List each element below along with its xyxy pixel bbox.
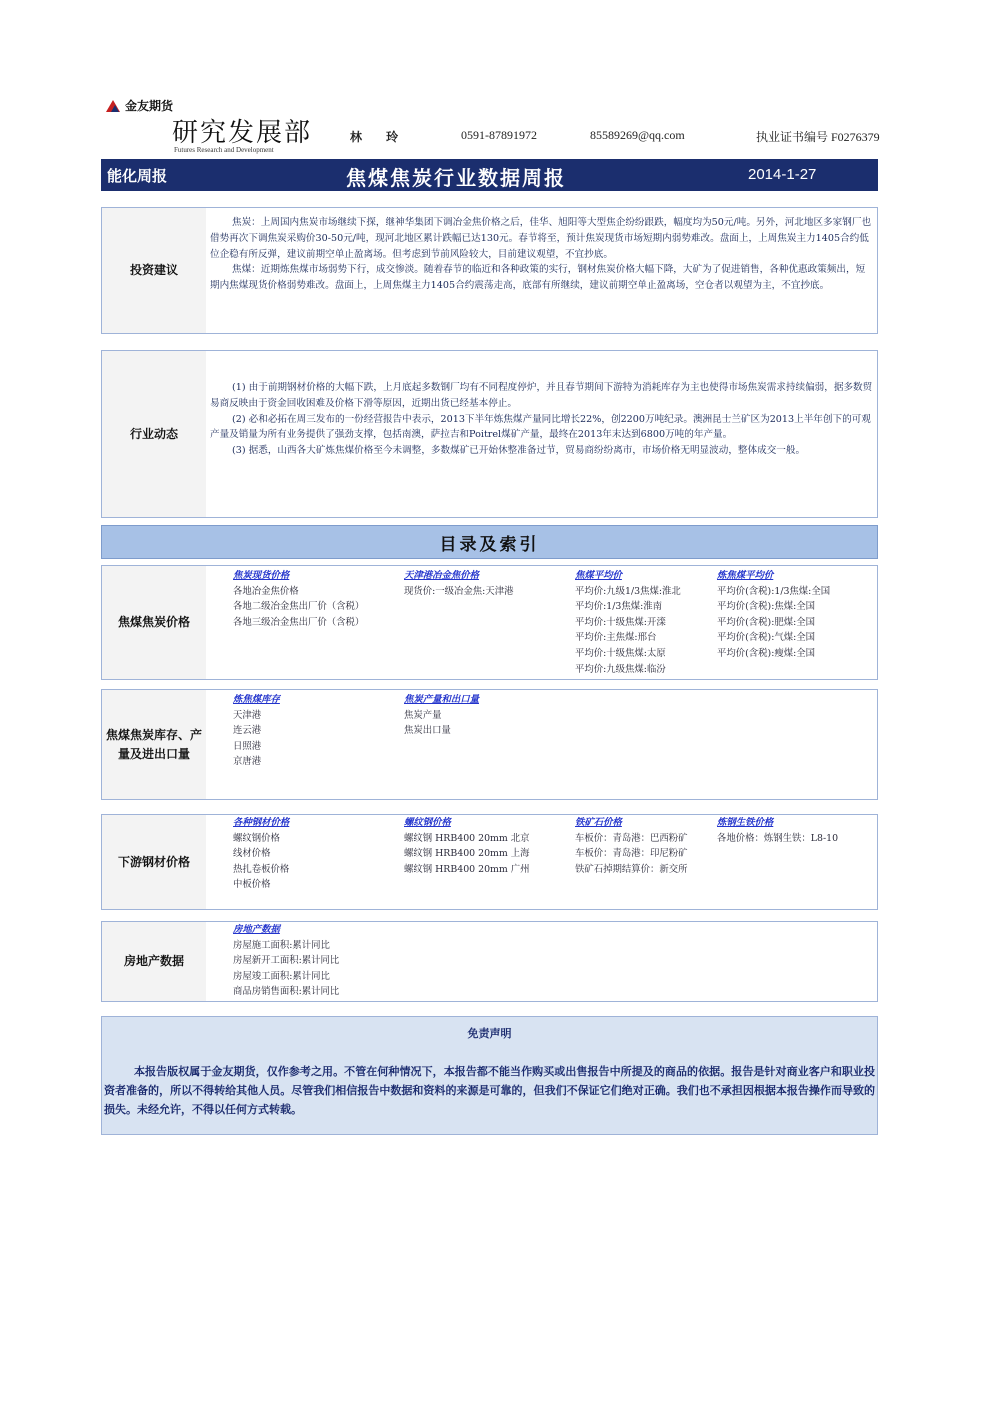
analyst-phone: 0591-87891972 xyxy=(461,128,537,142)
index-column xyxy=(575,568,681,677)
index-item[interactable]: 平均价:九级1/3焦煤:淮北 xyxy=(575,585,681,597)
index-column xyxy=(233,922,339,1000)
index-link[interactable]: 房地产数据 xyxy=(233,924,280,935)
section-label: 焦煤焦炭库存、产量及进出口量 xyxy=(102,690,206,799)
index-link[interactable]: 炼焦煤库存 xyxy=(233,694,280,705)
index-item[interactable]: 商品房销售面积:累计同比 xyxy=(233,986,340,998)
section-label: 房地产数据 xyxy=(102,922,206,1001)
section-label: 下游钢材价格 xyxy=(102,815,206,909)
index-item[interactable]: 平均价(含税):气煤:全国 xyxy=(717,632,816,644)
index-item[interactable]: 平均价:1/3焦煤:淮南 xyxy=(575,601,663,613)
index-item[interactable]: 房屋竣工面积:累计同比 xyxy=(233,970,330,982)
index-item[interactable]: 螺纹钢 HRB400 20mm 上海 xyxy=(404,848,530,860)
department-block xyxy=(172,118,312,154)
index-item[interactable]: 各地三级冶金焦出厂价（含税） xyxy=(233,616,365,628)
index-item[interactable]: 连云港 xyxy=(233,725,262,737)
index-item[interactable]: 京唐港 xyxy=(233,756,262,768)
index-item[interactable]: 房屋施工面积:累计同比 xyxy=(233,939,330,951)
index-item[interactable]: 房屋新开工面积:累计同比 xyxy=(233,955,340,967)
index-item[interactable]: 平均价:十级焦煤:开滦 xyxy=(575,616,666,628)
index-item[interactable]: 热扎卷板价格 xyxy=(233,863,290,875)
section-label: 焦煤焦炭价格 xyxy=(102,566,206,679)
index-item[interactable]: 平均价(含税):瘦煤:全国 xyxy=(717,647,816,659)
index-link[interactable]: 焦炭现货价格 xyxy=(233,570,290,581)
index-section-coke-prices xyxy=(101,565,878,680)
section-body xyxy=(210,380,873,459)
investment-advice-section xyxy=(101,207,878,334)
index-item[interactable]: 焦炭产量 xyxy=(404,709,442,721)
report-category: 能化周报 xyxy=(107,167,168,185)
index-column xyxy=(233,815,289,893)
department-subtitle: Futures Research and Development xyxy=(174,146,274,154)
index-item[interactable]: 平均价:九级焦煤:临汾 xyxy=(575,663,666,675)
index-column xyxy=(404,692,479,739)
section-label: 行业动态 xyxy=(102,351,206,517)
index-item[interactable]: 日照港 xyxy=(233,740,262,752)
analyst-name: 林 玲 xyxy=(350,130,409,144)
index-column xyxy=(233,568,364,630)
index-item[interactable]: 平均价(含税):焦煤:全国 xyxy=(717,601,816,613)
industry-news-section xyxy=(101,350,878,518)
index-item[interactable]: 天津港 xyxy=(233,709,262,721)
index-item[interactable]: 螺纹钢 HRB400 20mm 北京 xyxy=(404,832,530,844)
index-section-real-estate xyxy=(101,921,878,1002)
index-section-inventory xyxy=(101,689,878,800)
advice-paragraph: 焦炭：上周国内焦炭市场继续下探，继神华集团下调冶金焦价格之后，佳华、旭阳等大型焦企纷纷跟跌，幅度均为50元/吨。另外，河北地区多家钢厂也借势再次下调焦炭采购价30-50元/吨，现河北地区累计跌幅已达130元。春节将至，预计焦炭现货市场短期内弱势难改。盘面上，上周焦炭主力1405合约低位企稳有所反弹，建议前期空单止盈离场。但考虑到节前风险较大，目前建议观望，不宜抄底。 xyxy=(210,217,872,260)
index-column xyxy=(575,815,688,877)
disclaimer-text: 本报告版权属于金友期货，仅作参考之用。不管在何种情况下，本报告都不能当作购买或出售报告中所提及的商品的依据。报告是针对商业客户和职业投资者准备的，所以不得转给其他人员。尽管我们相信报告中数据和资料的来源是可靠的，但我们不保证它们绝对正确。我们也不承担因根据本报告操作而导致的损失。未经允许，不得以任何方式转载。 xyxy=(104,1065,875,1116)
index-column xyxy=(404,815,530,877)
advice-paragraph: 焦煤：近期炼焦煤市场弱势下行，成交惨淡。随着春节的临近和各种政策的实行，钢材焦炭价格大幅下降，大矿为了促进销售，各种优惠政策频出，短期内焦煤现货价格弱势难改。盘面上，上周焦煤主力1405合约震荡走高，底部有所继续，建议前期空单止盈离场，空仓者以观望为主，不宜抄底。 xyxy=(210,264,866,292)
company-logo xyxy=(105,96,173,114)
index-item[interactable]: 车板价：青岛港：巴西粉矿 xyxy=(575,832,688,844)
index-item[interactable]: 各地冶金焦价格 xyxy=(233,585,299,597)
index-link[interactable]: 铁矿石价格 xyxy=(575,817,622,828)
index-section-steel xyxy=(101,814,878,910)
index-link[interactable]: 焦煤平均价 xyxy=(575,570,622,581)
index-column xyxy=(717,815,838,846)
index-item[interactable]: 各地二级冶金焦出厂价（含税） xyxy=(233,601,365,613)
index-item[interactable]: 螺纹钢价格 xyxy=(233,832,280,844)
news-paragraph: (2) 必和必拓在周三发布的一份经营报告中表示，2013下半年炼焦煤产量同比增长22%，创2200万吨纪录。澳洲昆士兰矿区为2013上半年创下的可观产量及销量为所有业务提供了强劲支撑，包括南澳，萨拉吉和Poitrel煤矿产量，最终在2013年末达到6800万吨的年产量。 xyxy=(210,413,871,441)
report-title: 焦煤焦炭行业数据周报 xyxy=(346,166,566,190)
index-item[interactable]: 车板价：青岛港：印尼粉矿 xyxy=(575,848,688,860)
department-title: 研究发展部 xyxy=(172,118,313,148)
disclaimer-box xyxy=(101,1016,878,1135)
section-body xyxy=(210,215,873,294)
index-item[interactable]: 线材价格 xyxy=(233,848,271,860)
report-title-bar xyxy=(101,159,878,191)
index-link[interactable]: 焦炭产量和出口量 xyxy=(404,694,480,705)
index-item[interactable]: 铁矿石掉期结算价：新交所 xyxy=(575,863,688,875)
news-paragraph: (1) 由于前期钢材价格的大幅下跌，上月底起多数钢厂均有不同程度停炉，并且春节期间下游特为消耗库存为主也使得市场焦炭需求持续偏弱，据多数贸易商反映由于资金回收困难及价格下滑等原因，近期出货已经基本停止。 xyxy=(210,382,873,409)
index-item[interactable]: 中板价格 xyxy=(233,879,271,891)
index-column xyxy=(233,692,280,770)
logo-mountain-icon xyxy=(105,98,121,112)
index-link[interactable]: 各种钢材价格 xyxy=(233,817,290,828)
report-date: 2014-1-27 xyxy=(748,166,817,183)
index-header: 目录及索引 xyxy=(101,525,878,559)
index-item[interactable]: 平均价(含税):肥煤:全国 xyxy=(717,616,816,628)
index-link[interactable]: 炼钢生铁价格 xyxy=(717,817,774,828)
index-item[interactable]: 螺纹钢 HRB400 20mm 广州 xyxy=(404,863,530,875)
index-link[interactable]: 炼焦煤平均价 xyxy=(717,570,774,581)
index-item[interactable]: 现货价:一级冶金焦:天津港 xyxy=(404,585,514,597)
license-number: 执业证书编号 F0276379 xyxy=(756,130,880,144)
index-column xyxy=(717,568,830,662)
index-link[interactable]: 螺纹钢价格 xyxy=(404,817,451,828)
news-paragraph: (3) 据悉，山西各大矿炼焦煤价格至今未调整，多数煤矿已开始休整准备过节，贸易商纷纷离市，市场价格无明显波动，整体成交一般。 xyxy=(232,445,806,457)
company-name: 金友期货 xyxy=(125,98,174,113)
disclaimer-title: 免责声明 xyxy=(467,1027,512,1040)
index-column xyxy=(404,568,513,599)
index-item[interactable]: 平均价(含税):1/3焦煤:全国 xyxy=(717,585,831,597)
index-item[interactable]: 平均价:主焦煤:邢台 xyxy=(575,632,657,644)
section-label: 投资建议 xyxy=(102,208,206,333)
index-link[interactable]: 天津港冶金焦价格 xyxy=(404,570,480,581)
index-item[interactable]: 各地价格：炼钢生铁：L8-10 xyxy=(717,832,839,844)
index-item[interactable]: 平均价:十级焦煤:太原 xyxy=(575,647,666,659)
index-item[interactable]: 焦炭出口量 xyxy=(404,725,451,737)
analyst-email: 85589269@qq.com xyxy=(590,128,685,142)
